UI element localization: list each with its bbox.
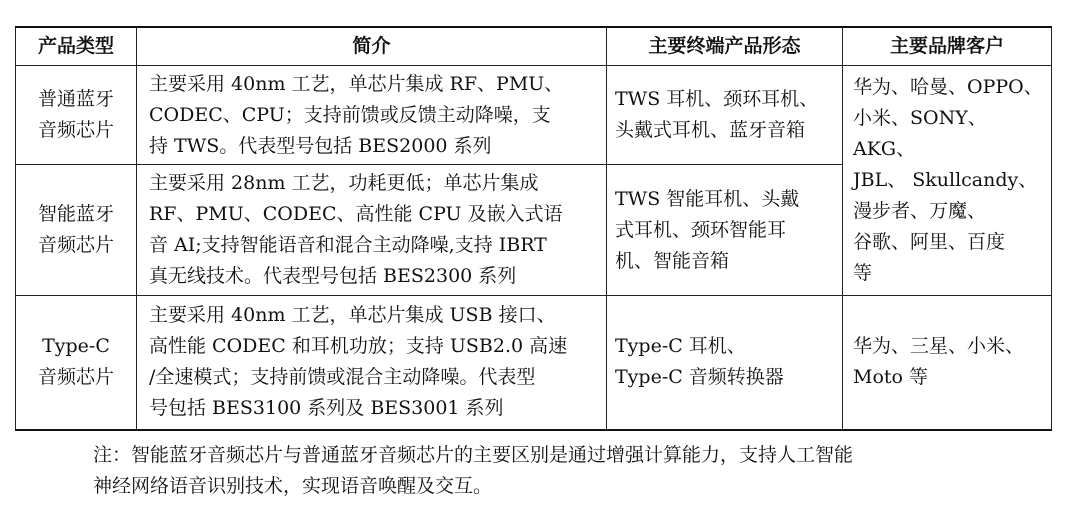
terminal-form-line: 式耳机、颈环智能耳	[615, 218, 787, 241]
description-line: CODEC、CPU；支持前馈或反馈主动降噪，支	[149, 103, 551, 126]
terminal-form-line: 机、智能音箱	[615, 249, 730, 272]
product-type-line: 音频芯片	[37, 366, 114, 389]
terminal-form-line: Type-C 音频转换器	[615, 366, 784, 389]
product-type-cell	[16, 296, 137, 430]
description-line: 持 TWS。代表型号包括 BES2000 系列	[149, 134, 492, 157]
product-table	[15, 26, 1052, 431]
description-cell	[137, 296, 607, 430]
brand-line: 漫步者、万魔、	[853, 200, 987, 222]
product-type-cell	[16, 66, 137, 165]
description-line: 主要采用 40nm 工艺，单芯片集成 USB 接口、	[149, 304, 556, 327]
table-row	[16, 296, 1052, 430]
brand-line: 华为、哈曼、OPPO、	[853, 76, 1043, 98]
description-line: 高性能 CODEC 和耳机功放；支持 USB2.0 高速	[149, 335, 568, 358]
header-terminal-form: 主要终端产品形态	[607, 27, 843, 66]
brand-line: 小米、SONY、AKG、	[853, 107, 987, 160]
brand-line: JBL、 Skullcandy、	[853, 169, 1038, 191]
table-header-row	[16, 27, 1052, 66]
table-row	[16, 66, 1052, 165]
description-line: 主要采用 28nm 工艺，功耗更低；单芯片集成	[149, 172, 539, 194]
header-description: 简介	[137, 27, 607, 66]
product-type-cell	[16, 165, 137, 296]
description-line: 号包括 BES3100 系列及 BES3001 系列	[149, 397, 504, 420]
description-cell	[137, 165, 607, 296]
brand-line: 谷歌、阿里、百度	[853, 231, 1006, 253]
terminal-form-cell	[607, 165, 843, 296]
description-line: 音 AI;支持智能语音和混合主动降噪,支持 IBRT	[149, 234, 547, 256]
product-type-line: 智能蓝牙	[37, 203, 114, 225]
brand-clients-cell	[843, 66, 1052, 296]
header-brand-clients: 主要品牌客户	[843, 27, 1052, 66]
description-cell	[137, 66, 607, 165]
product-type-line: Type-C	[42, 335, 110, 358]
brand-line: Moto 等	[853, 366, 929, 389]
product-type-line: 音频芯片	[37, 234, 114, 256]
description-line: 主要采用 40nm 工艺，单芯片集成 RF、PMU、	[149, 72, 564, 95]
terminal-form-line: TWS 耳机、颈环耳机、	[615, 88, 819, 110]
terminal-form-line: TWS 智能耳机、头戴	[615, 187, 800, 210]
brand-line: 等	[853, 262, 873, 284]
table-footnote	[93, 440, 993, 502]
product-type-line: 普通蓝牙	[37, 88, 114, 110]
product-type-line: 音频芯片	[37, 119, 114, 141]
description-line: /全速模式；支持前馈或混合主动降噪。代表型	[149, 366, 536, 389]
terminal-form-line: 头戴式耳机、蓝牙音箱	[615, 119, 806, 141]
footnote-line: 神经网络语音识别技术，实现语音唤醒及交互。	[93, 475, 493, 497]
terminal-form-line: Type-C 耳机、	[615, 335, 746, 358]
description-line: RF、PMU、CODEC、高性能 CPU 及嵌入式语	[149, 203, 563, 225]
brand-line: 华为、三星、小米、	[853, 335, 1025, 358]
header-product-type: 产品类型	[16, 27, 137, 66]
terminal-form-cell	[607, 296, 843, 430]
description-line: 真无线技术。代表型号包括 BES2300 系列	[149, 265, 517, 287]
terminal-form-cell	[607, 66, 843, 165]
brand-clients-cell	[843, 296, 1052, 430]
footnote-line: 注：智能蓝牙音频芯片与普通蓝牙音频芯片的主要区别是通过增强计算能力，支持人工智能	[93, 444, 854, 466]
